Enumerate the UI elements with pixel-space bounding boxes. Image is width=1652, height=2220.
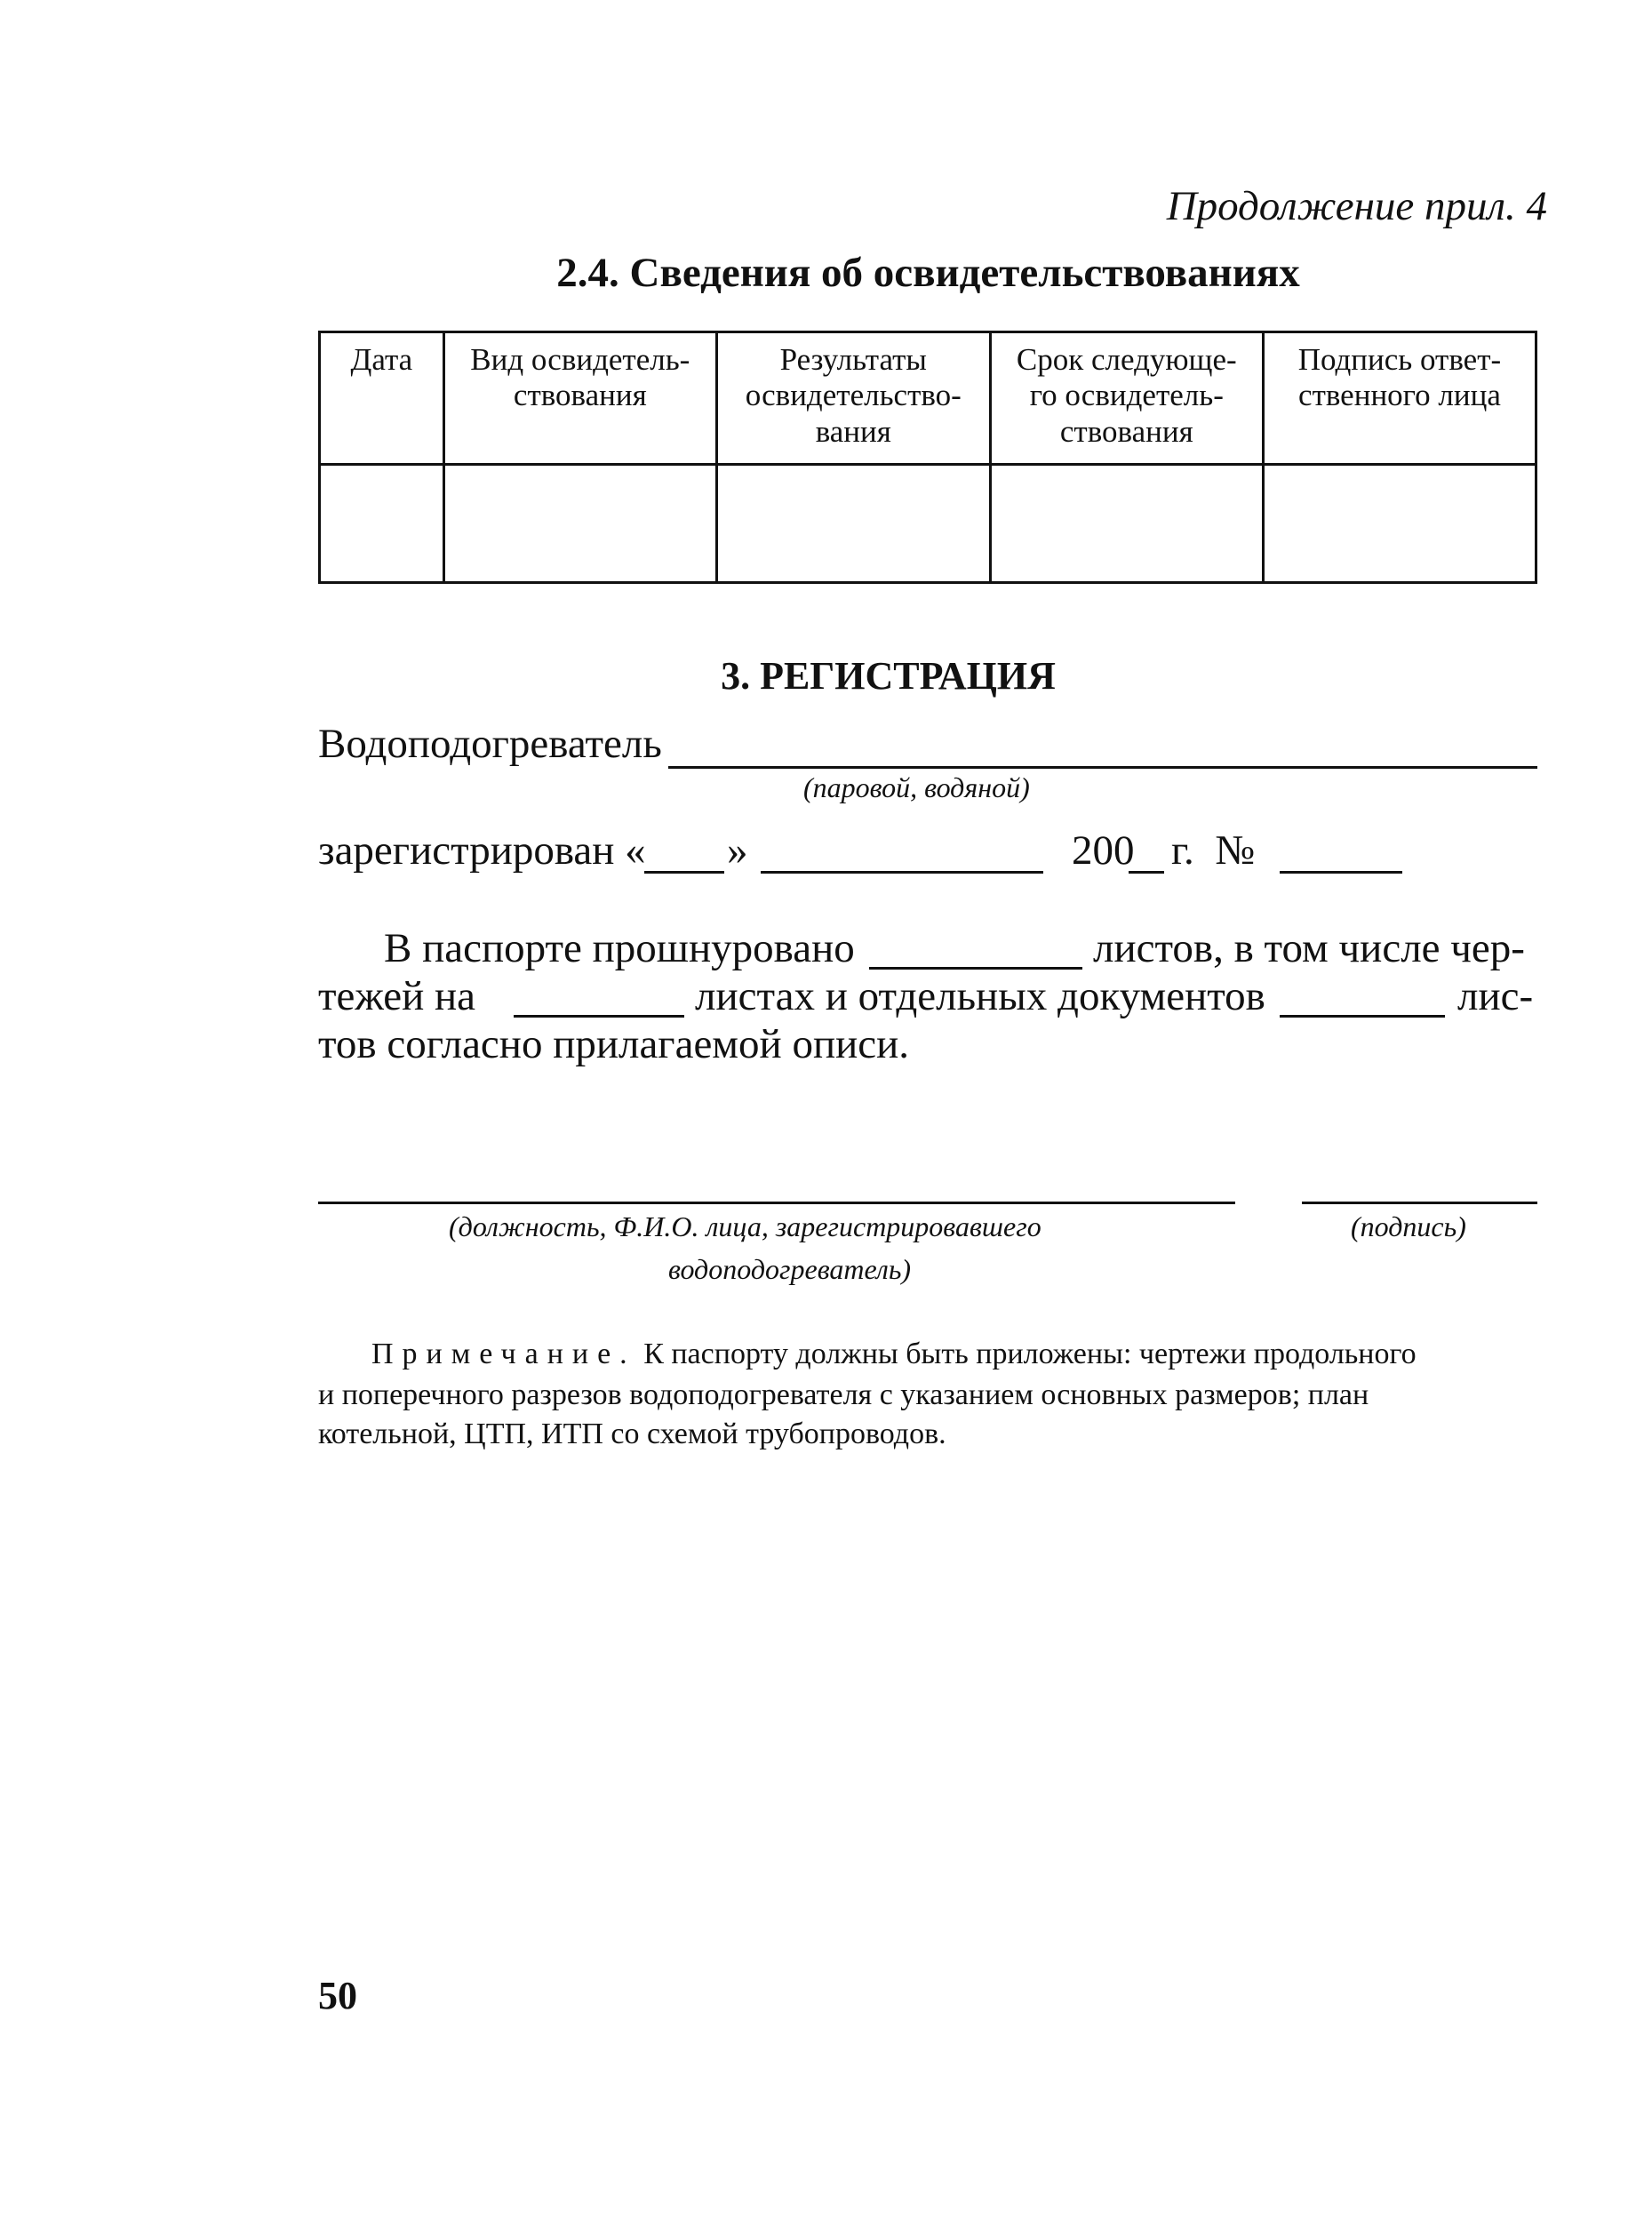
- col-inspection-type: Вид освидетель- ствования: [443, 332, 716, 465]
- signer-field[interactable]: [318, 1202, 1235, 1204]
- heater-label: Водоподогреватель: [318, 721, 662, 767]
- signer-caption-2: водоподогреватель): [668, 1253, 912, 1285]
- table-cell[interactable]: [716, 465, 990, 583]
- table-cell[interactable]: [990, 465, 1263, 583]
- note-line-1: [371, 1337, 1417, 1372]
- inspection-table: [318, 331, 1537, 584]
- month-field[interactable]: [761, 871, 1043, 874]
- note-label: Примечание.: [371, 1338, 636, 1370]
- year-suffix: г. №: [1171, 827, 1256, 874]
- note-text-2: и поперечного разрезов водоподогревателя с указанием основных размеров; план: [318, 1378, 1369, 1411]
- paragraph-text-2: листов, в том числе чер-: [1093, 925, 1525, 971]
- heater-type-field[interactable]: [668, 766, 1537, 769]
- paragraph-text-1: В паспорте прошнуровано: [384, 925, 855, 971]
- heater-caption: (паровой, водяной): [803, 771, 1030, 803]
- paragraph-text-6: тов согласно прилагаемой описи.: [318, 1021, 910, 1067]
- table-cell[interactable]: [443, 465, 716, 583]
- year-field[interactable]: [1129, 871, 1164, 874]
- page-number: 50: [318, 1974, 357, 2017]
- paragraph-text-3: тежей на: [318, 973, 476, 1019]
- signer-caption-1: (должность, Ф.И.О. лица, зарегистрировавшего: [449, 1210, 1041, 1242]
- sheets-total-field[interactable]: [869, 967, 1082, 970]
- table-row: [320, 465, 1536, 583]
- number-field[interactable]: [1280, 871, 1402, 874]
- paragraph-text-5: лис-: [1457, 973, 1534, 1019]
- year-prefix: 200: [1072, 827, 1135, 874]
- note-text-3: котельной, ЦТП, ИТП со схемой трубопроводов.: [318, 1417, 946, 1450]
- document-sheets-field[interactable]: [1280, 1015, 1445, 1018]
- drawing-sheets-field[interactable]: [514, 1015, 684, 1018]
- continuation-note: Продолжение прил. 4: [1166, 183, 1547, 229]
- col-date: Дата: [320, 332, 444, 465]
- day-field[interactable]: [644, 871, 724, 874]
- col-inspection-results: Результаты освидетельство- вания: [716, 332, 990, 465]
- table-cell[interactable]: [1263, 465, 1536, 583]
- note-text-1: К паспорту должны быть приложены: чертежи продольного: [635, 1338, 1417, 1370]
- col-signature: Подпись ответ- ственного лица: [1263, 332, 1536, 465]
- table-cell[interactable]: [320, 465, 444, 583]
- signature-caption: (подпись): [1351, 1210, 1466, 1242]
- registered-label: зарегистрирован «: [318, 827, 646, 874]
- col-next-inspection: Срок следующе- го освидетель- ствования: [990, 332, 1263, 465]
- table-header-row: [320, 332, 1536, 465]
- section-title: 2.4. Сведения об освидетельствованиях: [556, 250, 1300, 296]
- signature-field[interactable]: [1302, 1202, 1537, 1204]
- registration-title: 3. РЕГИСТРАЦИЯ: [721, 654, 1056, 698]
- paragraph-text-4: листах и отдельных документов: [695, 973, 1265, 1019]
- quote-close: »: [727, 827, 748, 874]
